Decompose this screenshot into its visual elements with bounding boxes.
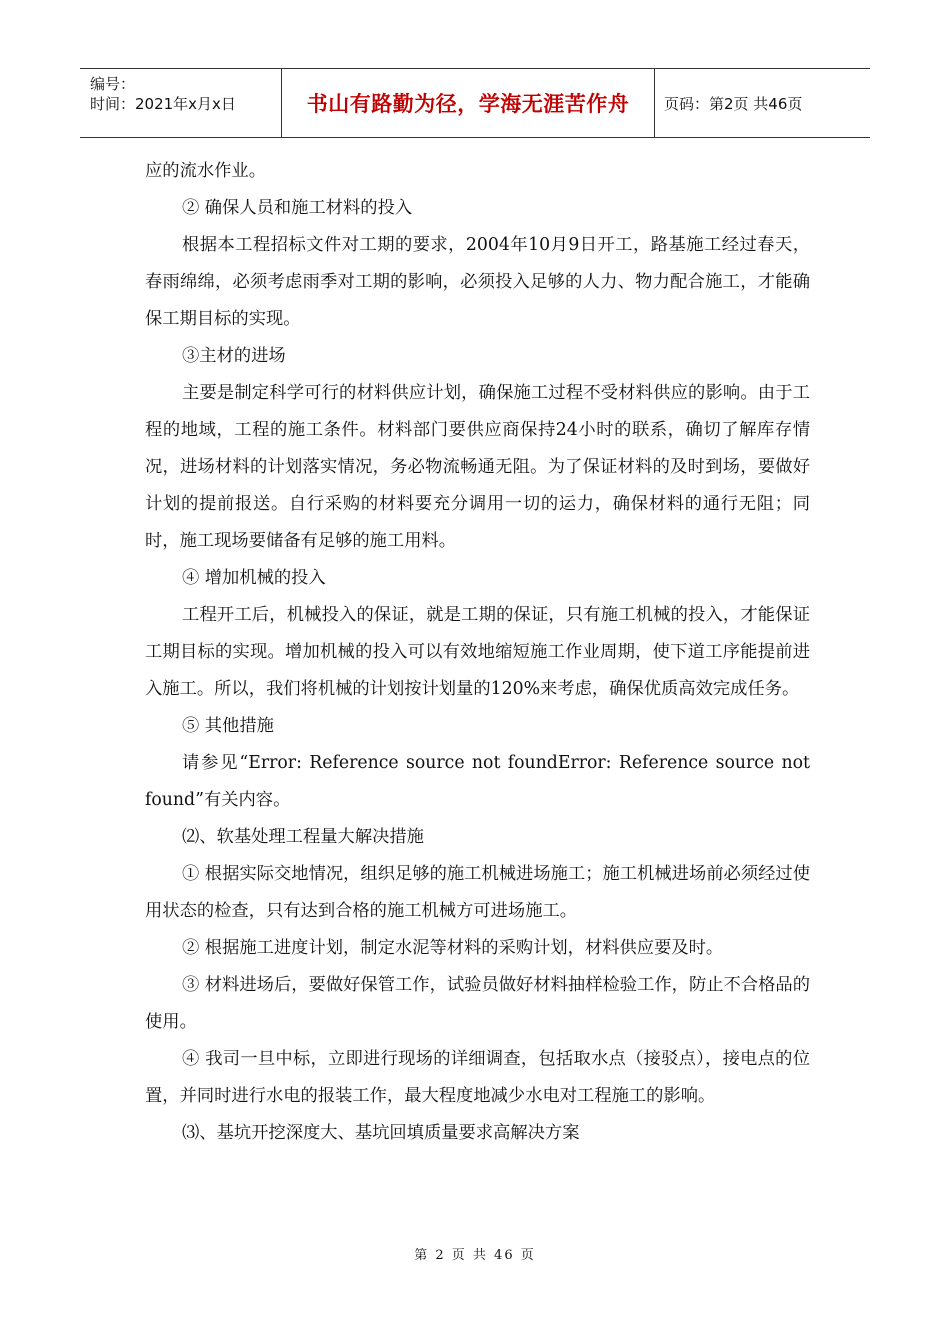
page-footer: 第 2 页 共 46 页 bbox=[414, 1248, 536, 1263]
body-paragraph: 应的流水作业。 bbox=[145, 161, 266, 181]
header-center-cell bbox=[281, 69, 655, 137]
list-item: ② 根据施工进度计划，制定水泥等材料的采购计划，材料供应要及时。 bbox=[182, 938, 724, 958]
list-item: ① 根据实际交地情况，组织足够的施工机械进场施工；施工机械进场前必须经过使用状态的检查，只有达到合格的施工机械方可进场施工。 bbox=[145, 864, 810, 921]
list-item: ③ 材料进场后，要做好保管工作，试验员做好材料抽样检验工作，防止不合格品的使用。 bbox=[145, 975, 810, 1032]
list-item: ④ 我司一旦中标，立即进行现场的详细调查，包括取水点（接驳点），接电点的位置，并同时进行水电的报装工作，最大程度地减少水电对工程施工的影响。 bbox=[145, 1049, 810, 1106]
page-header bbox=[80, 68, 870, 138]
section-heading: ⑶、基坑开挖深度大、基坑回填质量要求高解决方案 bbox=[182, 1123, 580, 1143]
document-date-label: 时间：2021年x月x日 bbox=[90, 95, 236, 113]
header-right-cell bbox=[654, 69, 870, 137]
header-motto: 书山有路勤为径，学海无涯苦作舟 bbox=[306, 92, 630, 116]
section-heading: ⑤ 其他措施 bbox=[182, 716, 274, 736]
document-body bbox=[145, 153, 810, 1152]
section-heading: ④ 增加机械的投入 bbox=[182, 568, 326, 588]
body-paragraph: 主要是制定科学可行的材料供应计划，确保施工过程不受材料供应的影响。由于工程的地域，工程的施工条件。材料部门要供应商保持24小时的联系，确切了解库存情况，进场材料的计划落实情况，务必物流畅通无阻。为了保证材料的及时到场，要做好计划的提前报送。自行采购的材料要充分调用一切的运力，确保材料的通行无阻；同时，施工现场要储备有足够的施工用料。 bbox=[145, 383, 810, 551]
section-heading: ③主材的进场 bbox=[182, 346, 286, 366]
body-paragraph: 请参见“Error: Reference source not foundError: Reference source not found”有关内容。 bbox=[145, 753, 810, 810]
header-left-cell bbox=[80, 69, 281, 137]
header-page-label: 页码：第2页 共46页 bbox=[664, 94, 803, 113]
body-paragraph: 根据本工程招标文件对工期的要求，2004年10月9日开工，路基施工经过春天，春雨绵绵，必须考虑雨季对工期的影响，必须投入足够的人力、物力配合施工，才能确保工期目标的实现。 bbox=[145, 235, 810, 329]
section-heading: ⑵、软基处理工程量大解决措施 bbox=[182, 827, 424, 847]
document-number-label: 编号： bbox=[90, 75, 136, 93]
body-paragraph: 工程开工后，机械投入的保证，就是工期的保证，只有施工机械的投入，才能保证工期目标的实现。增加机械的投入可以有效地缩短施工作业周期，使下道工序能提前进入施工。所以，我们将机械的计划按计划量的120%来考虑，确保优质高效完成任务。 bbox=[145, 605, 810, 699]
section-heading: ② 确保人员和施工材料的投入 bbox=[182, 198, 413, 218]
